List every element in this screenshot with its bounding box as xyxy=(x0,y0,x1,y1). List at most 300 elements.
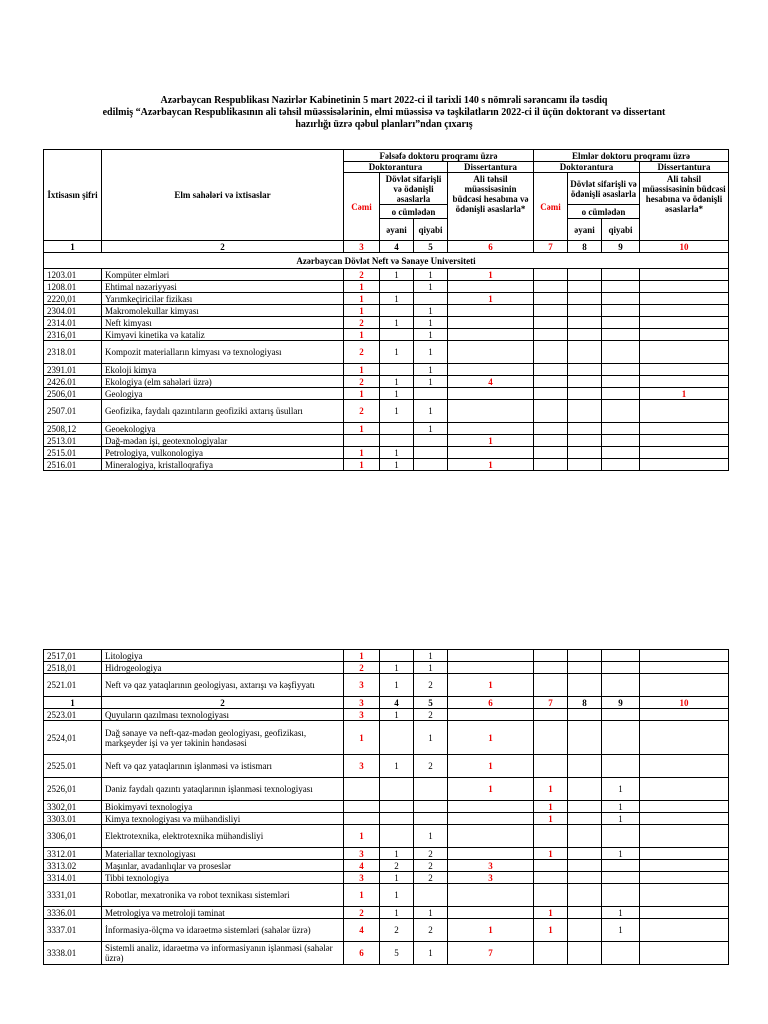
cell-c7 xyxy=(534,650,568,662)
column-number-row xyxy=(44,697,729,709)
table-row xyxy=(44,388,729,400)
cell-c4 xyxy=(380,435,414,447)
specialty-code: 2426.01 xyxy=(44,376,102,388)
cell-c8 xyxy=(568,721,602,755)
specialty-code: 2515.01 xyxy=(44,447,102,459)
cell-c4: 1 xyxy=(380,872,414,884)
specialty-code: 2526,01 xyxy=(44,778,102,801)
header-phd: Fəlsəfə doktoru proqramı üzrə xyxy=(344,150,534,162)
title-line-2: edilmiş “Azərbaycan Respublikasının ali təhsil müəssisələrinin, elmi müəssisə və təşkilatların 2022-ci il üçün doktorant və dissertant xyxy=(102,107,666,118)
cell-c10 xyxy=(640,305,729,317)
cell-c5: 2 xyxy=(414,919,448,942)
cell-c5 xyxy=(414,435,448,447)
cell-c10 xyxy=(640,801,729,813)
header-dsc: Elmlər doktoru proqramı üzrə xyxy=(534,150,729,162)
specialty-name: Kimya texnologiyası və mühəndisliyi xyxy=(102,813,344,825)
cell-c7 xyxy=(534,400,568,423)
cell-c9 xyxy=(602,388,640,400)
specialty-name: Biokimyəvi texnologiya xyxy=(102,801,344,813)
table-row xyxy=(44,848,729,860)
specialty-code: 2518,01 xyxy=(44,662,102,674)
specialty-name: Dağ sənaye və neft-qaz-mədən geologiyası, geofizikası, markşeyder işi və yer təkinin həndəsəsi xyxy=(102,721,344,755)
column-number-3: 3 xyxy=(344,241,380,253)
column-number-4: 4 xyxy=(380,697,414,709)
cell-c8 xyxy=(568,388,602,400)
table-row xyxy=(44,872,729,884)
column-number-6: 6 xyxy=(448,697,534,709)
cell-c3: 3 xyxy=(344,872,380,884)
cell-c7 xyxy=(534,825,568,848)
cell-c6 xyxy=(448,650,534,662)
cell-c9 xyxy=(602,650,640,662)
cell-c6: 1 xyxy=(448,919,534,942)
cell-c8 xyxy=(568,317,602,329)
cell-c9: 1 xyxy=(602,919,640,942)
cell-c7 xyxy=(534,447,568,459)
cell-c7 xyxy=(534,459,568,471)
cell-c8 xyxy=(568,435,602,447)
specialty-code: 2220,01 xyxy=(44,293,102,305)
column-number-1: 1 xyxy=(44,241,102,253)
table-row xyxy=(44,293,729,305)
cell-c3: 2 xyxy=(344,269,380,281)
cell-c4 xyxy=(380,813,414,825)
specialty-name: Yarımkeçiricilər fizikası xyxy=(102,293,344,305)
table-row xyxy=(44,662,729,674)
cell-c7: 1 xyxy=(534,848,568,860)
cell-c7 xyxy=(534,942,568,965)
cell-c10 xyxy=(640,435,729,447)
cell-c9 xyxy=(602,674,640,697)
specialty-name: Kompozit materialların kimyası və texnologiyası xyxy=(102,341,344,364)
cell-c4 xyxy=(380,778,414,801)
cell-c3: 1 xyxy=(344,329,380,341)
cell-c10 xyxy=(640,459,729,471)
cell-c6 xyxy=(448,388,534,400)
cell-c7 xyxy=(534,341,568,364)
cell-c3: 1 xyxy=(344,423,380,435)
table-row xyxy=(44,825,729,848)
table-row xyxy=(44,860,729,872)
header-qiyabi-dsc: qiyabi xyxy=(602,219,640,241)
cell-c9 xyxy=(602,423,640,435)
cell-c7: 1 xyxy=(534,813,568,825)
cell-c5 xyxy=(414,388,448,400)
specialty-code: 2304.01 xyxy=(44,305,102,317)
cell-c4: 1 xyxy=(380,709,414,721)
cell-c4: 1 xyxy=(380,848,414,860)
cell-c6 xyxy=(448,400,534,423)
cell-c4 xyxy=(380,825,414,848)
cell-c4: 1 xyxy=(380,376,414,388)
table-2-body xyxy=(44,650,729,965)
cell-c9 xyxy=(602,329,640,341)
cell-c3: 3 xyxy=(344,848,380,860)
specialty-code: 1203.01 xyxy=(44,269,102,281)
specialty-code: 3331,01 xyxy=(44,884,102,907)
cell-c9 xyxy=(602,872,640,884)
cell-c10 xyxy=(640,329,729,341)
header-code: İxtisasın şifri xyxy=(44,150,102,241)
specialty-code: 3336.01 xyxy=(44,907,102,919)
cell-c3: 1 xyxy=(344,293,380,305)
cell-c5: 1 xyxy=(414,662,448,674)
cell-c10 xyxy=(640,376,729,388)
cell-c3: 2 xyxy=(344,317,380,329)
cell-c4: 1 xyxy=(380,674,414,697)
cell-c5: 1 xyxy=(414,650,448,662)
specialty-name: Robotlar, mexatronika və robot texnikası sistemləri xyxy=(102,884,344,907)
header-state-phd: Dövlət sifarişli və ödənişli əsaslarla xyxy=(380,173,448,205)
cell-c7 xyxy=(534,364,568,376)
cell-c4 xyxy=(380,364,414,376)
cell-c5: 1 xyxy=(414,942,448,965)
cell-c10 xyxy=(640,813,729,825)
cell-c7 xyxy=(534,860,568,872)
cell-c6 xyxy=(448,709,534,721)
specialty-code: 3312.01 xyxy=(44,848,102,860)
specialty-name: Geofizika, faydalı qazıntıların geofiziki axtarış üsulları xyxy=(102,400,344,423)
cell-c3 xyxy=(344,813,380,825)
admission-plan-table-1 xyxy=(43,149,729,471)
cell-c6 xyxy=(448,281,534,293)
header-budget-phd xyxy=(448,162,534,241)
cell-c5: 2 xyxy=(414,872,448,884)
cell-c3: 3 xyxy=(344,755,380,778)
cell-c9: 1 xyxy=(602,801,640,813)
cell-c5: 2 xyxy=(414,848,448,860)
cell-c4: 1 xyxy=(380,755,414,778)
specialty-code: 3302,01 xyxy=(44,801,102,813)
cell-c3 xyxy=(344,435,380,447)
cell-c10: 1 xyxy=(640,388,729,400)
column-number-3: 3 xyxy=(344,697,380,709)
cell-c10 xyxy=(640,709,729,721)
cell-c6 xyxy=(448,317,534,329)
cell-c4: 1 xyxy=(380,341,414,364)
header-cemi-dsc: Cəmi xyxy=(534,173,568,241)
cell-c10 xyxy=(640,650,729,662)
table-row xyxy=(44,364,729,376)
cell-c4 xyxy=(380,329,414,341)
cell-c8 xyxy=(568,341,602,364)
cell-c8 xyxy=(568,459,602,471)
cell-c4 xyxy=(380,650,414,662)
cell-c6: 7 xyxy=(448,942,534,965)
cell-c9 xyxy=(602,709,640,721)
cell-c8 xyxy=(568,293,602,305)
table-row xyxy=(44,801,729,813)
cell-c8 xyxy=(568,778,602,801)
cell-c7 xyxy=(534,884,568,907)
cell-c3: 2 xyxy=(344,400,380,423)
cell-c3: 3 xyxy=(344,709,380,721)
cell-c3: 4 xyxy=(344,860,380,872)
specialty-name: Petrologiya, vulkonologiya xyxy=(102,447,344,459)
cell-c4: 1 xyxy=(380,459,414,471)
cell-c4 xyxy=(380,423,414,435)
cell-c8 xyxy=(568,650,602,662)
cell-c6 xyxy=(448,447,534,459)
cell-c7: 1 xyxy=(534,778,568,801)
cell-c10 xyxy=(640,281,729,293)
cell-c8 xyxy=(568,709,602,721)
cell-c7 xyxy=(534,662,568,674)
cell-c9 xyxy=(602,662,640,674)
cell-c10 xyxy=(640,269,729,281)
cell-c6: 1 xyxy=(448,459,534,471)
cell-c7 xyxy=(534,281,568,293)
column-number-2: 2 xyxy=(102,697,344,709)
cell-c6: 1 xyxy=(448,721,534,755)
title-line-1: Azərbaycan Respublikası Nazirlər Kabinetinin 5 mart 2022-ci il tarixli 140 s nömrəli sərəncamı ilə təsdiq xyxy=(160,95,608,106)
cell-c7 xyxy=(534,674,568,697)
cell-c3: 1 xyxy=(344,281,380,293)
table-row xyxy=(44,400,729,423)
specialty-code: 2513.01 xyxy=(44,435,102,447)
cell-c8 xyxy=(568,884,602,907)
cell-c9 xyxy=(602,459,640,471)
header-cemi-phd: Cəmi xyxy=(344,173,380,241)
header-dissertantura-phd: Dissertantura xyxy=(464,162,517,172)
specialty-code: 3313.02 xyxy=(44,860,102,872)
table-row xyxy=(44,674,729,697)
cell-c8 xyxy=(568,825,602,848)
cell-c7: 1 xyxy=(534,919,568,942)
cell-c9 xyxy=(602,281,640,293)
specialty-name: Geologiya xyxy=(102,388,344,400)
column-number-5: 5 xyxy=(414,241,448,253)
specialty-name: Maşınlar, avadanlıqlar və proseslər xyxy=(102,860,344,872)
specialty-code: 3306,01 xyxy=(44,825,102,848)
cell-c10 xyxy=(640,423,729,435)
specialty-name: Quyuların qazılması texnologiyası xyxy=(102,709,344,721)
table-row xyxy=(44,919,729,942)
table-row xyxy=(44,884,729,907)
cell-c5 xyxy=(414,293,448,305)
cell-c5: 1 xyxy=(414,825,448,848)
cell-c5: 2 xyxy=(414,674,448,697)
specialty-code: 3314.01 xyxy=(44,872,102,884)
cell-c3: 2 xyxy=(344,907,380,919)
cell-c6: 1 xyxy=(448,755,534,778)
cell-c6 xyxy=(448,813,534,825)
column-number-8: 8 xyxy=(568,241,602,253)
cell-c6: 3 xyxy=(448,872,534,884)
specialty-name: Mineralogiya, kristalloqrafiya xyxy=(102,459,344,471)
cell-c10 xyxy=(640,872,729,884)
header-dissertantura-dsc: Dissertantura xyxy=(657,162,711,172)
cell-c10 xyxy=(640,317,729,329)
cell-c3: 1 xyxy=(344,388,380,400)
cell-c5: 1 xyxy=(414,269,448,281)
specialty-code: 2316,01 xyxy=(44,329,102,341)
table-row xyxy=(44,341,729,364)
cell-c9 xyxy=(602,400,640,423)
cell-c8 xyxy=(568,860,602,872)
column-number-4: 4 xyxy=(380,241,414,253)
cell-c3: 3 xyxy=(344,674,380,697)
specialty-code: 2508,12 xyxy=(44,423,102,435)
cell-c6: 1 xyxy=(448,269,534,281)
cell-c3: 2 xyxy=(344,376,380,388)
table-1-body xyxy=(44,150,729,471)
cell-c5 xyxy=(414,813,448,825)
cell-c9 xyxy=(602,447,640,459)
cell-c6 xyxy=(448,423,534,435)
specialty-name: Kimyəvi kinetika və kataliz xyxy=(102,329,344,341)
specialty-name: Neft və qaz yataqlarının işlənməsi və istismarı xyxy=(102,755,344,778)
specialty-code: 1208.01 xyxy=(44,281,102,293)
specialty-code: 3303.01 xyxy=(44,813,102,825)
header-budget-dsc-text: Ali təhsil müəssisəsinin büdcəsi hesabına və ödənişli əsaslarla* xyxy=(640,172,729,214)
cell-c6 xyxy=(448,884,534,907)
cell-c5: 2 xyxy=(414,755,448,778)
cell-c8 xyxy=(568,662,602,674)
specialty-code: 2524,01 xyxy=(44,721,102,755)
specialty-name: Neft və qaz yataqlarının geologiyası, axtarışı və kəşfiyyatı xyxy=(102,674,344,697)
column-number-5: 5 xyxy=(414,697,448,709)
table-row xyxy=(44,813,729,825)
cell-c3: 1 xyxy=(344,650,380,662)
specialty-code: 2318.01 xyxy=(44,341,102,364)
specialty-code: 2517,01 xyxy=(44,650,102,662)
column-number-7: 7 xyxy=(534,241,568,253)
cell-c7 xyxy=(534,709,568,721)
cell-c10 xyxy=(640,825,729,848)
cell-c9 xyxy=(602,376,640,388)
cell-c4: 1 xyxy=(380,388,414,400)
column-number-7: 7 xyxy=(534,697,568,709)
specialty-name: Materiallar texnologiyası xyxy=(102,848,344,860)
cell-c6: 4 xyxy=(448,376,534,388)
specialty-name: Litologiya xyxy=(102,650,344,662)
cell-c4: 1 xyxy=(380,907,414,919)
cell-c10 xyxy=(640,364,729,376)
document-title xyxy=(40,95,728,131)
specialty-code: 2507.01 xyxy=(44,400,102,423)
cell-c4 xyxy=(380,281,414,293)
column-number-6: 6 xyxy=(448,241,534,253)
cell-c5: 1 xyxy=(414,907,448,919)
cell-c10 xyxy=(640,942,729,965)
cell-c4: 2 xyxy=(380,919,414,942)
cell-c10 xyxy=(640,293,729,305)
specialty-code: 2506,01 xyxy=(44,388,102,400)
specialty-name: Elektrotexnika, elektrotexnika mühəndisliyi xyxy=(102,825,344,848)
cell-c4: 1 xyxy=(380,317,414,329)
cell-c7 xyxy=(534,721,568,755)
cell-c6 xyxy=(448,305,534,317)
specialty-name: Hidrogeologiya xyxy=(102,662,344,674)
specialty-name: Dəniz faydalı qazıntı yataqlarının işlənməsi texnologiyası xyxy=(102,778,344,801)
table-row xyxy=(44,317,729,329)
cell-c3: 1 xyxy=(344,364,380,376)
header-budget-phd-text: Ali təhsil müəssisəsinin büdcəsi hesabına və ödənişli əsaslarla* xyxy=(448,172,534,214)
cell-c3: 1 xyxy=(344,825,380,848)
cell-c5 xyxy=(414,459,448,471)
header-among-dsc: o cümlədən xyxy=(568,205,640,219)
cell-c6 xyxy=(448,801,534,813)
table-row xyxy=(44,778,729,801)
cell-c3: 4 xyxy=(344,919,380,942)
cell-c7 xyxy=(534,872,568,884)
specialty-name: Tibbi texnologiya xyxy=(102,872,344,884)
cell-c4 xyxy=(380,721,414,755)
cell-c6 xyxy=(448,662,534,674)
table-row xyxy=(44,435,729,447)
header-doktorantura-phd: Doktorantura xyxy=(344,162,448,173)
table-row xyxy=(44,447,729,459)
specialty-name: Sistemli analiz, idarəetmə və informasiyanın işlənməsi (sahələr üzrə) xyxy=(102,942,344,965)
cell-c9 xyxy=(602,721,640,755)
cell-c4: 1 xyxy=(380,447,414,459)
specialty-code: 2523.01 xyxy=(44,709,102,721)
cell-c6: 3 xyxy=(448,860,534,872)
cell-c5 xyxy=(414,778,448,801)
cell-c5: 2 xyxy=(414,860,448,872)
cell-c10 xyxy=(640,721,729,755)
cell-c6: 1 xyxy=(448,435,534,447)
cell-c10 xyxy=(640,662,729,674)
cell-c5: 1 xyxy=(414,400,448,423)
specialty-code: 2391.01 xyxy=(44,364,102,376)
cell-c10 xyxy=(640,860,729,872)
cell-c7 xyxy=(534,435,568,447)
column-number-8: 8 xyxy=(568,697,602,709)
cell-c10 xyxy=(640,400,729,423)
header-qiyabi-phd: qiyabi xyxy=(414,219,448,241)
cell-c4: 1 xyxy=(380,662,414,674)
specialty-name: İnformasiya-ölçmə və idarəetmə sistemləri (sahələr üzrə) xyxy=(102,919,344,942)
cell-c8 xyxy=(568,674,602,697)
cell-c5: 1 xyxy=(414,423,448,435)
cell-c3: 1 xyxy=(344,459,380,471)
cell-c9: 1 xyxy=(602,907,640,919)
cell-c8 xyxy=(568,281,602,293)
table-row xyxy=(44,942,729,965)
column-number-9: 9 xyxy=(602,241,640,253)
cell-c10 xyxy=(640,919,729,942)
table-row xyxy=(44,376,729,388)
specialty-code: 3338.01 xyxy=(44,942,102,965)
cell-c9 xyxy=(602,884,640,907)
cell-c8 xyxy=(568,755,602,778)
cell-c10 xyxy=(640,341,729,364)
cell-c4: 1 xyxy=(380,269,414,281)
cell-c4: 1 xyxy=(380,400,414,423)
column-number-10: 10 xyxy=(640,697,729,709)
cell-c4: 1 xyxy=(380,884,414,907)
cell-c9 xyxy=(602,269,640,281)
cell-c4: 5 xyxy=(380,942,414,965)
cell-c8 xyxy=(568,364,602,376)
cell-c10 xyxy=(640,884,729,907)
cell-c10 xyxy=(640,778,729,801)
table-row xyxy=(44,269,729,281)
cell-c4: 2 xyxy=(380,860,414,872)
cell-c7 xyxy=(534,317,568,329)
specialty-name: Kompüter elmləri xyxy=(102,269,344,281)
specialty-name: Ekoloji kimya xyxy=(102,364,344,376)
specialty-code: 2525.01 xyxy=(44,755,102,778)
table-row xyxy=(44,709,729,721)
cell-c8 xyxy=(568,329,602,341)
cell-c9 xyxy=(602,860,640,872)
cell-c7 xyxy=(534,755,568,778)
cell-c7 xyxy=(534,329,568,341)
cell-c7: 1 xyxy=(534,801,568,813)
